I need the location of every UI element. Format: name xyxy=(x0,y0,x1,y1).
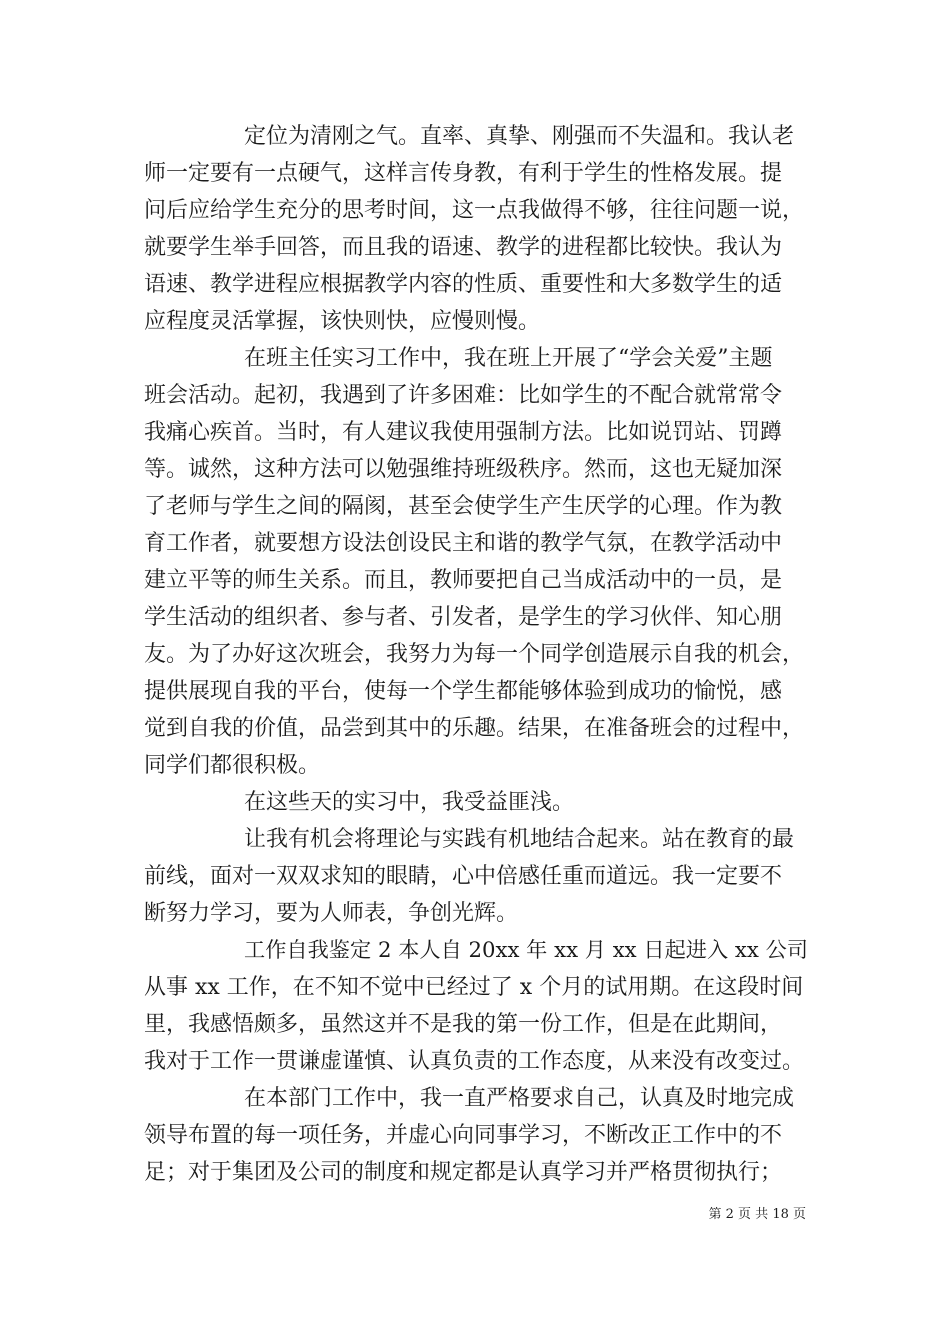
text-line: 建立平等的师生关系。而且，教师要把自己当成活动中的一员，是 xyxy=(144,568,783,593)
paragraph xyxy=(144,932,808,1080)
paragraph xyxy=(144,118,808,340)
text-line: 从事 xx 工作，在不知不觉中已经过了 x 个月的试用期。在这段时间 xyxy=(144,975,804,1000)
text-line: 里，我感悟颇多，虽然这并不是我的第一份工作，但是在此期间， xyxy=(144,1012,783,1037)
text-line: 让我有机会将理论与实践有机地结合起来。站在教育的最 xyxy=(244,827,795,852)
paragraph xyxy=(144,821,808,932)
text-line: 语速、教学进程应根据教学内容的性质、重要性和大多数学生的适 xyxy=(144,272,783,297)
text-line: 就要学生举手回答，而且我的语速、教学的进程都比较快。我认为 xyxy=(144,235,783,260)
text-line: 班会活动。起初，我遇到了许多困难：比如学生的不配合就常常令 xyxy=(144,383,783,408)
text-line: 学生活动的组织者、参与者、引发者，是学生的学习伙伴、知心朋 xyxy=(144,605,783,630)
text-line: 提供展现自我的平台，使每一个学生都能够体验到成功的愉悦，感 xyxy=(144,679,783,704)
text-line: 育工作者，就要想方设法创设民主和谐的教学气氛，在教学活动中 xyxy=(144,531,783,556)
paragraph xyxy=(144,340,808,784)
text-line: 应程度灵活掌握，该快则快，应慢则慢。 xyxy=(144,309,541,334)
document-body xyxy=(144,118,808,1191)
text-line: 定位为清刚之气。直率、真挚、刚强而不失温和。我认老 xyxy=(244,124,795,149)
text-line: 觉到自我的价值，品尝到其中的乐趣。结果，在准备班会的过程中， xyxy=(144,716,805,741)
text-line: 断努力学习，要为人师表，争创光辉。 xyxy=(144,901,519,926)
text-line: 问后应给学生充分的思考时间，这一点我做得不够，往往问题一说， xyxy=(144,198,805,223)
text-line: 同学们都很积极。 xyxy=(144,753,321,778)
paragraph xyxy=(144,1080,808,1191)
text-line: 在班主任实习工作中，我在班上开展了“学会关爱”主题 xyxy=(244,346,773,371)
page-footer: 第 2 页 共 18 页 xyxy=(708,1207,806,1222)
text-line: 足；对于集团及公司的制度和规定都是认真学习并严格贯彻执行； xyxy=(144,1160,783,1185)
text-line: 领导布置的每一项任务，并虚心向同事学习，不断改正工作中的不 xyxy=(144,1123,783,1148)
text-line: 在本部门工作中，我一直严格要求自己，认真及时地完成 xyxy=(244,1086,795,1111)
text-line: 工作自我鉴定 2 本人自 20xx 年 xx 月 xx 日起进入 xx 公司 xyxy=(244,938,808,963)
text-line: 在这些天的实习中，我受益匪浅。 xyxy=(244,790,575,815)
text-line: 前线，面对一双双求知的眼睛，心中倍感任重而道远。我一定要不 xyxy=(144,864,783,889)
text-line: 我对于工作一贯谦虚谨慎、认真负责的工作态度，从来没有改变过。 xyxy=(144,1049,805,1074)
paragraph xyxy=(144,784,808,821)
text-line: 了老师与学生之间的隔阂，甚至会使学生产生厌学的心理。作为教 xyxy=(144,494,783,519)
text-line: 师一定要有一点硬气，这样言传身教，有利于学生的性格发展。提 xyxy=(144,161,783,186)
text-line: 等。诚然，这种方法可以勉强维持班级秩序。然而，这也无疑加深 xyxy=(144,457,783,482)
text-line: 友。为了办好这次班会，我努力为每一个同学创造展示自我的机会， xyxy=(144,642,805,667)
text-line: 我痛心疾首。当时，有人建议我使用强制方法。比如说罚站、罚蹲 xyxy=(144,420,783,445)
